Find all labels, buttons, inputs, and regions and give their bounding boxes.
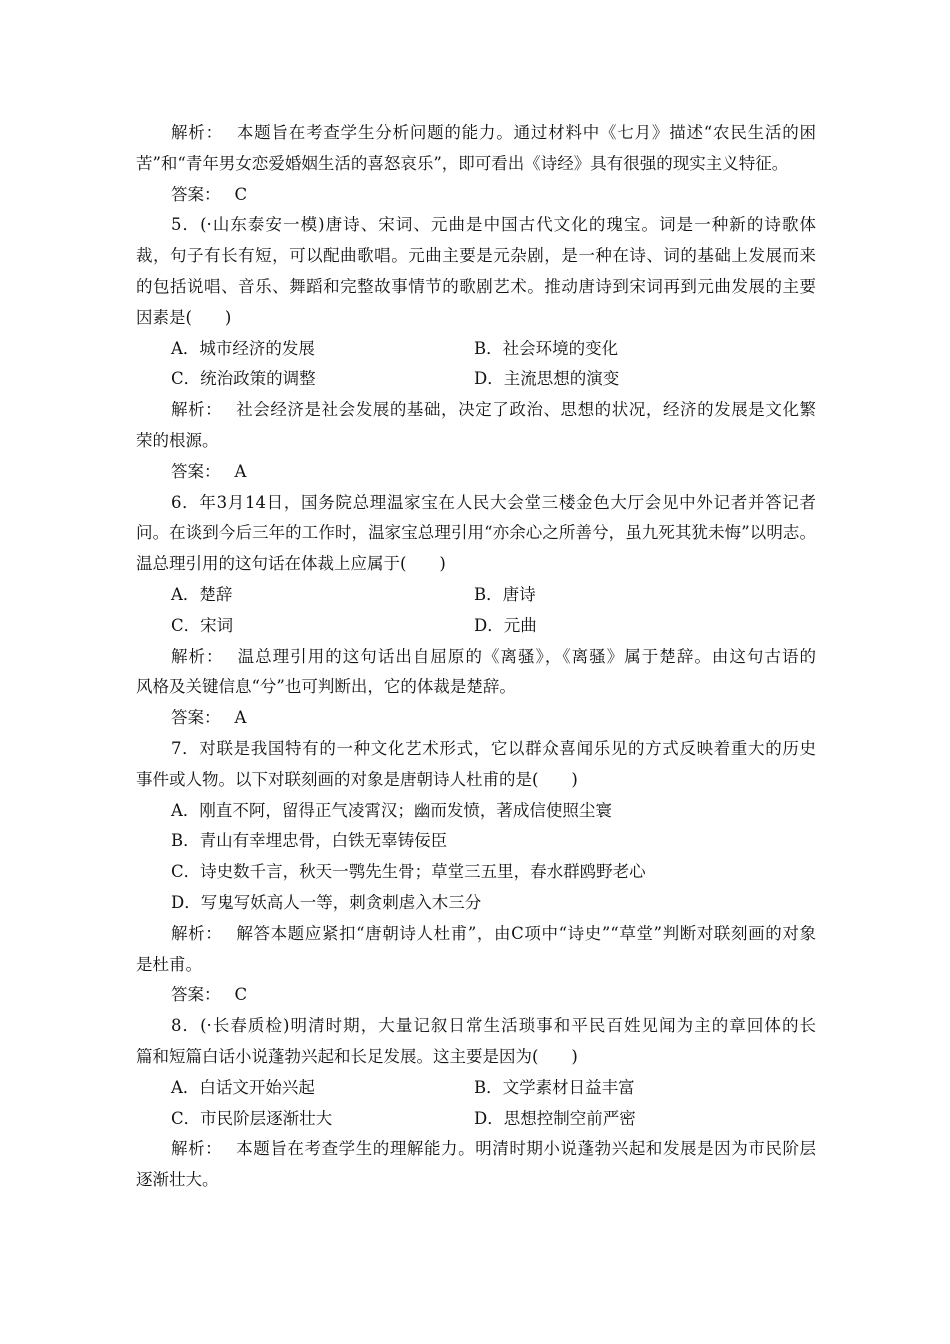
q5-stem-line-3: 的包括说唱、音乐、舞蹈和完整故事情节的歌剧艺术。推动唐诗到宋词再到元曲发展的主要 [136, 276, 816, 296]
answer-label: 答案： [171, 461, 221, 481]
q4-analysis-line-2: 苦”和“青年男女恋爱婚姻生活的喜怒哀乐”，即可看出《诗经》具有很强的现实主义特征。 [136, 153, 789, 173]
analysis-label: 解析： [171, 646, 224, 666]
q8-option-b: B．文学素材日益丰富 [474, 1077, 635, 1097]
analysis-text: 温总理引用的这句话出自屈原的《离骚》，《离骚》属于楚辞。由这句古语的 [237, 646, 817, 666]
q6-option-d: D．元曲 [474, 615, 537, 635]
analysis-text: 解答本题应紧扣“唐朝诗人杜甫”，由C项中“诗史”“草堂”判断对联刻画的对象 [236, 923, 816, 943]
q5-stem-line-4: 因素是( ) [136, 307, 232, 327]
q5-analysis-line-2: 荣的根源。 [136, 430, 219, 450]
q7-option-c: C．诗史数千言，秋天一鹗先生骨；草堂三五里，春水群鸥野老心 [171, 862, 646, 882]
q6-option-a: A．楚辞 [171, 584, 233, 604]
analysis-label: 解析： [171, 1139, 223, 1159]
q8-stem-line-1: 8．(·长春质检)明清时期，大量记叙日常生活琐事和平民百姓见闻为主的章回体的长 [171, 1016, 816, 1036]
q8-analysis-line-1 [136, 1134, 816, 1165]
q7-option-d: D．写鬼写妖高人一等，刺贪刺虐入木三分 [171, 892, 482, 912]
q7-analysis-line-2: 是杜甫。 [136, 954, 202, 974]
q8-option-d: D．思想控制空前严密 [474, 1108, 636, 1128]
q5-analysis-line-1 [136, 395, 816, 426]
q5-answer [136, 457, 816, 488]
q7-stem-line-2: 事件或人物。以下对联刻画的对象是唐朝诗人杜甫的是( ) [136, 769, 578, 789]
q5-option-c: C．统治政策的调整 [171, 369, 316, 389]
q8-stem-line-2: 篇和短篇白话小说蓬勃兴起和长足发展。这主要是因为( ) [136, 1046, 578, 1066]
q8-option-c: C．市民阶层逐渐壮大 [171, 1108, 333, 1128]
q5-option-a: A．城市经济的发展 [171, 338, 315, 358]
q7-stem-line-1: 7．对联是我国特有的一种文化艺术形式，它以群众喜闻乐见的方式反映着重大的历史 [171, 738, 816, 758]
q6-option-b: B．唐诗 [474, 584, 536, 604]
q8-options-row-2 [136, 1104, 816, 1135]
analysis-text: 本题旨在考查学生分析问题的能力。通过材料中《七月》描述“农民生活的困 [236, 123, 817, 142]
answer-value: A [234, 708, 247, 728]
q8-option-a: A．白话文开始兴起 [171, 1077, 315, 1097]
answer-label: 答案： [171, 184, 221, 204]
answer-value: C [234, 985, 248, 1005]
q5-options-row-1 [136, 334, 816, 365]
q6-options-row-2 [136, 611, 816, 642]
q7-option-a: A．刚直不阿，留得正气凌霄汉；幽而发愤，著成信使照尘寰 [171, 800, 612, 820]
analysis-label: 解析： [171, 400, 223, 420]
q5-options-row-2 [136, 364, 816, 395]
answer-value: C [234, 184, 248, 204]
analysis-text: 本题旨在考查学生的理解能力。明清时期小说蓬勃兴起和发展是因为市民阶层 [236, 1139, 817, 1159]
q4-answer [136, 180, 816, 211]
q6-answer [136, 703, 816, 734]
q6-stem-line-2: 问。在谈到今后三年的工作时，温家宝总理引用“亦余心之所善兮，虽九死其犹未悔”以明志。 [136, 523, 816, 543]
document-body [136, 118, 816, 1196]
q6-options-row-1 [136, 580, 816, 611]
q6-analysis-line-1 [136, 642, 816, 673]
answer-label: 答案： [171, 708, 221, 728]
q8-options-row-1 [136, 1073, 816, 1104]
analysis-label: 解析： [171, 923, 223, 943]
q6-stem-line-1: 6．年3月14日，国务院总理温家宝在人民大会堂三楼金色大厅会见中外记者并答记者 [171, 492, 816, 512]
q5-stem-line-1: 5．(·山东泰安一模)唐诗、宋词、元曲是中国古代文化的瑰宝。词是一种新的诗歌体 [171, 215, 816, 235]
q5-option-d: D．主流思想的演变 [474, 369, 620, 389]
answer-value: A [234, 461, 247, 481]
q4-analysis-line-1 [136, 118, 816, 149]
q7-option-b: B．青山有幸埋忠骨，白铁无辜铸佞臣 [171, 831, 448, 851]
q7-answer [136, 980, 816, 1011]
q6-analysis-line-2: 风格及关键信息“兮”也可判断出，它的体裁是楚辞。 [136, 677, 516, 697]
answer-label: 答案： [171, 985, 221, 1005]
q6-option-c: C．宋词 [171, 615, 234, 635]
q8-analysis-line-2: 逐渐壮大。 [136, 1170, 219, 1190]
analysis-label: 解析： [171, 123, 223, 142]
analysis-text: 社会经济是社会发展的基础，决定了政治、思想的状况，经济的发展是文化繁 [236, 400, 817, 420]
q6-stem-line-3: 温总理引用的这句话在体裁上应属于( ) [136, 554, 446, 574]
q5-stem-line-2: 裁，句子有长有短，可以配曲歌唱。元曲主要是元杂剧，是一种在诗、词的基础上发展而来 [136, 246, 816, 266]
q7-analysis-line-1 [136, 919, 816, 950]
q5-option-b: B．社会环境的变化 [474, 338, 619, 358]
